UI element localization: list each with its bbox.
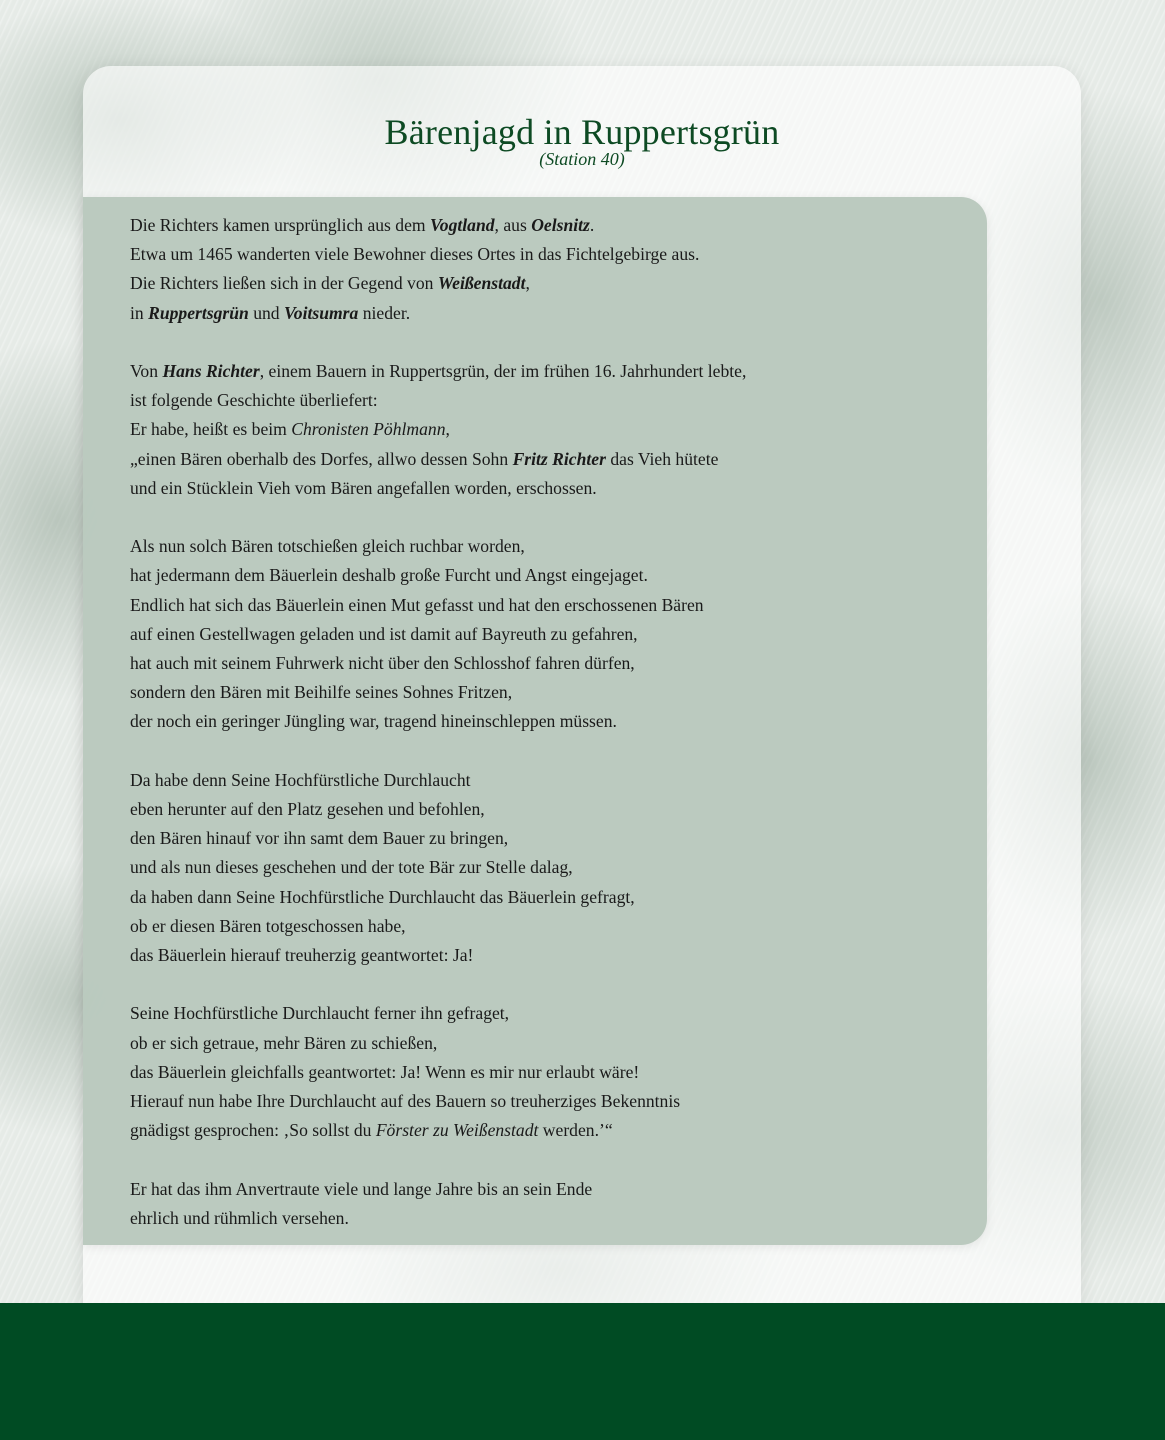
text-segment: werden.’“ (538, 1120, 613, 1141)
text-segment: nieder. (358, 302, 411, 323)
text-segment: Er habe, heißt es beim (130, 419, 292, 440)
text-segment: , (445, 419, 450, 440)
text-line (130, 299, 950, 328)
page-title: Bärenjagd in Ruppertsgrün (384, 112, 780, 152)
text-line (130, 766, 950, 795)
emphasized-text: Fritz Richter (512, 448, 606, 469)
text-line (130, 591, 950, 620)
text-segment: ob er diesen Bären totgeschossen habe, (130, 915, 406, 936)
text-line (130, 824, 950, 853)
text-segment: ob er sich getraue, mehr Bären zu schießen, (130, 1032, 438, 1053)
text-line (130, 1087, 950, 1116)
emphasized-text: Oelsnitz (531, 215, 590, 235)
text-segment: . (589, 215, 595, 235)
text-segment: Von (130, 361, 163, 381)
station-subtitle: (Station 40) (539, 149, 625, 169)
text-segment: das Bäuerlein gleichfalls geantwortet: Ja! Wenn es mir nur erlaubt wäre! (130, 1061, 640, 1082)
text-segment: da haben dann Seine Hochfürstliche Durchlaucht das Bäuerlein gefragt, (130, 886, 635, 907)
text-line (130, 999, 950, 1028)
text-segment: Die Richters kamen ursprünglich aus dem (130, 215, 430, 235)
text-line (130, 1029, 950, 1058)
header (83, 108, 1081, 168)
text-segment: hat auch mit seinem Fuhrwerk nicht über den Schlosshof fahren dürfen, (130, 653, 635, 674)
paragraph (130, 532, 950, 736)
text-line (130, 561, 950, 590)
text-line (130, 357, 950, 386)
emphasized-text: Ruppertsgrün (148, 302, 249, 323)
text-segment: in (130, 302, 149, 323)
text-segment: Als nun solch Bären totschießen gleich ruchbar worden, (130, 536, 525, 557)
text-line (130, 211, 950, 240)
text-line (130, 445, 950, 474)
text-line (130, 795, 950, 824)
text-segment: und als nun dieses geschehen und der tote Bär zur Stelle dalag, (130, 857, 573, 878)
text-line (130, 1204, 950, 1233)
text-line (130, 912, 950, 941)
text-line (130, 1175, 950, 1204)
text-segment: hat jedermann dem Bäuerlein deshalb große Furcht und Angst eingejaget. (130, 565, 648, 586)
emphasized-text: Chronisten Pöhlmann (291, 419, 446, 440)
text-line (130, 532, 950, 561)
text-segment: den Bären hinauf vor ihn samt dem Bauer zu bringen, (130, 828, 509, 849)
text-segment: Hierauf nun habe Ihre Durchlaucht auf des Bauern so treuherziges Bekenntnis (130, 1091, 681, 1112)
text-segment: eben herunter auf den Platz gesehen und befohlen, (130, 799, 485, 820)
text-segment: sondern den Bären mit Beihilfe seines Sohnes Fritzen, (130, 682, 513, 703)
text-line (130, 649, 950, 678)
text-segment: das Vieh hütete (605, 448, 719, 469)
story-text (130, 211, 950, 1262)
paragraph (130, 211, 950, 328)
text-line (130, 941, 950, 970)
text-segment: Die Richters ließen sich in der Gegend von (130, 273, 438, 294)
paragraph (130, 999, 950, 1145)
text-segment: Da habe denn Seine Hochfürstliche Durchlaucht (130, 769, 471, 790)
text-segment: der noch ein geringer Jüngling war, tragend hineinschleppen müssen. (130, 711, 617, 732)
emphasized-text: Hans Richter (162, 361, 260, 381)
emphasized-text: Förster zu Weißenstadt (375, 1120, 539, 1141)
text-line (130, 240, 950, 269)
text-line (130, 269, 950, 298)
emphasized-text: Weißenstadt (437, 273, 526, 294)
paragraph (130, 766, 950, 970)
text-segment: , (525, 273, 530, 294)
paragraph (130, 357, 950, 503)
text-segment: ist folgende Geschichte überliefert: (130, 390, 378, 411)
text-line (130, 853, 950, 882)
text-segment: ehrlich und rühmlich versehen. (130, 1207, 349, 1228)
text-segment: Seine Hochfürstliche Durchlaucht ferner ihn gefraget, (130, 1003, 510, 1024)
text-line (130, 386, 950, 415)
text-segment: das Bäuerlein hierauf treuherzig geantwortet: Ja! (130, 945, 474, 966)
text-segment: und ein Stücklein Vieh vom Bären angefallen worden, erschossen. (130, 477, 597, 498)
text-line (130, 620, 950, 649)
text-line (130, 707, 950, 736)
text-line (130, 415, 950, 444)
text-line (130, 678, 950, 707)
text-segment: , aus (494, 215, 532, 235)
text-segment: auf einen Gestellwagen geladen und ist damit auf Bayreuth zu gefahren, (130, 623, 638, 644)
text-segment: Endlich hat sich das Bäuerlein einen Mut gefasst und hat den erschossenen Bären (130, 594, 704, 615)
text-line (130, 474, 950, 503)
text-line (130, 883, 950, 912)
text-segment: und (248, 302, 284, 323)
text-line (130, 1116, 950, 1145)
footer-bar (0, 1303, 1165, 1440)
emphasized-text: Voitsumra (284, 302, 359, 323)
text-segment: Etwa um 1465 wanderten viele Bewohner dieses Ortes in das Fichtelgebirge aus. (130, 244, 700, 265)
text-segment: „einen Bären oberhalb des Dorfes, allwo dessen Sohn (130, 448, 513, 469)
text-segment: Er hat das ihm Anvertraute viele und lange Jahre bis an sein Ende (130, 1178, 593, 1199)
text-line (130, 1058, 950, 1087)
emphasized-text: Vogtland (430, 215, 495, 235)
text-segment: , einem Bauern in Ruppertsgrün, der im frühen 16. Jahrhundert lebte, (259, 361, 747, 381)
text-segment: gnädigst gesprochen: ‚So sollst du (130, 1120, 376, 1141)
paragraph (130, 1175, 950, 1233)
